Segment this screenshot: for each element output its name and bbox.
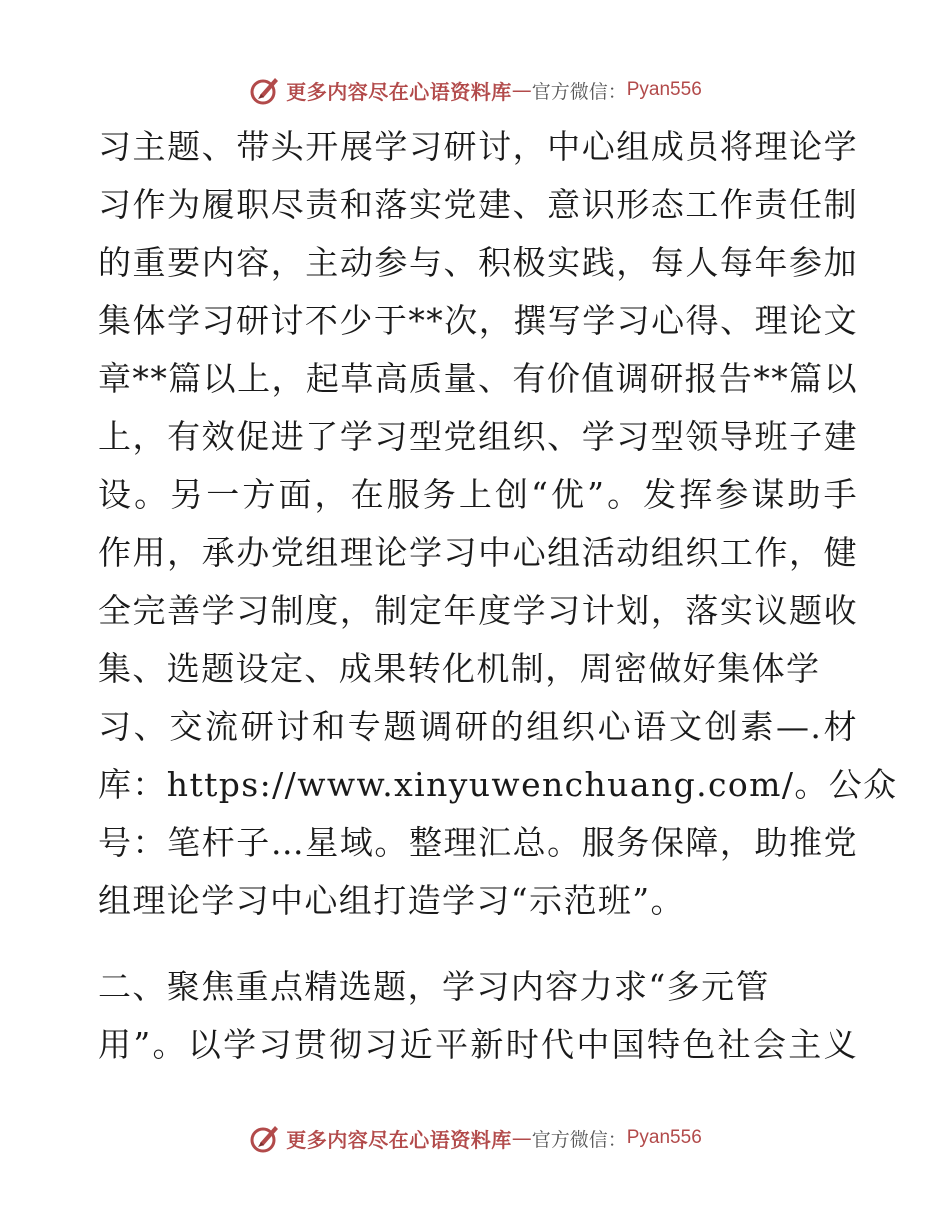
header-separator: — <box>511 78 532 102</box>
section-line-2: 用”。以学习贯彻习近平新时代中国特色社会主义 <box>98 1025 858 1064</box>
body-line-1: 习主题、带头开展学习研讨，中心组成员将理论学 <box>98 127 858 166</box>
quill-pen-icon <box>248 73 282 107</box>
header-contact-label: 官方微信： <box>531 80 627 103</box>
document-body <box>98 118 898 1074</box>
footer-brand-text: 更多内容尽在心语资料库 <box>286 1127 512 1152</box>
body-line-9: 全完善学习制度，制定年度学习计划，落实议题收 <box>98 591 858 630</box>
body-line-7: 设。另一方面，在服务上创“优”。发挥参谋助手 <box>98 475 858 514</box>
quill-pen-icon <box>248 1121 282 1155</box>
header-banner <box>0 70 950 110</box>
body-line-13: 号：笔杆子…星域。整理汇总。服务保障，助推党 <box>98 823 858 862</box>
body-line-6: 上，有效促进了学习型党组织、学习型领导班子建 <box>98 417 858 456</box>
body-line-14: 组理论学习中心组打造学习“示范班”。 <box>98 881 685 920</box>
body-line-3: 的重要内容，主动参与、积极实践，每人每年参加 <box>98 243 858 282</box>
body-line-4: 集体学习研讨不少于**次，撰写学习心得、理论文 <box>98 301 858 340</box>
header-brand-text: 更多内容尽在心语资料库 <box>286 79 512 104</box>
footer-contact-id: Pyan556 <box>626 1127 702 1148</box>
body-line-10: 集、选题设定、成果转化机制，周密做好集体学 <box>98 649 821 688</box>
header-contact-id: Pyan556 <box>626 79 702 100</box>
body-line-11: 习、交流研讨和专题调研的组织心语文创素—.材 <box>98 707 858 746</box>
footer-separator: — <box>511 1126 532 1150</box>
section-heading-line: 二、聚焦重点精选题，学习内容力求“多元管 <box>98 967 770 1006</box>
footer-contact-label: 官方微信： <box>531 1128 627 1151</box>
body-line-2: 习作为履职尽责和落实党建、意识形态工作责任制 <box>98 185 858 224</box>
body-line-5: 章**篇以上，起草高质量、有价值调研报告**篇以 <box>98 359 858 398</box>
body-line-8: 作用，承办党组理论学习中心组活动组织工作，健 <box>98 533 858 572</box>
body-line-12: 库：https://www.xinyuwenchuang.com/。公众 <box>98 765 898 804</box>
footer-banner <box>0 1118 950 1158</box>
